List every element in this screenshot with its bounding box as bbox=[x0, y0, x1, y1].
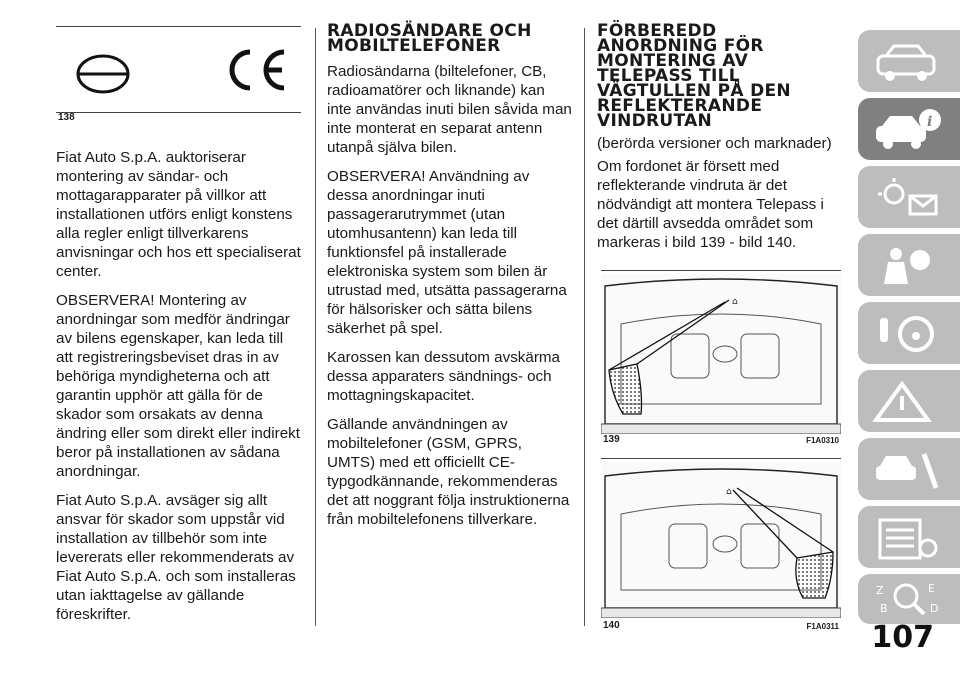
windshield-illustration bbox=[601, 274, 841, 434]
car-maintenance-icon bbox=[872, 448, 942, 492]
svg-text:E: E bbox=[928, 582, 935, 595]
figure-number: 138 bbox=[58, 112, 75, 123]
svg-text:⌂: ⌂ bbox=[732, 297, 738, 307]
figure-bottom-rule bbox=[56, 112, 301, 113]
figure-code: F1A0310 bbox=[806, 436, 839, 445]
e-mark-icon bbox=[68, 44, 138, 104]
paragraph: Om fordonet är försett med reflekterande vindruta är det nödvändigt att montera Telepass i det därtill avsedda området som markeras i bild 139 - bild 140. bbox=[597, 158, 824, 251]
figure-number: 139 bbox=[603, 434, 620, 445]
windshield-illustration bbox=[601, 462, 841, 618]
paragraph: Fiat Auto S.p.A. auktoriserar montering av sändar- och mottagarapparater på villkor att installationen utförs enligt konstens alla regler enligt tillverkarens anvisningar och hos ett specialiserat center. bbox=[56, 149, 301, 280]
svg-text:⌂: ⌂ bbox=[726, 487, 732, 497]
svg-text:Z: Z bbox=[876, 584, 884, 597]
svg-text:i: i bbox=[927, 114, 933, 130]
figure-top-rule bbox=[601, 270, 841, 271]
tab-technical-data[interactable] bbox=[858, 506, 960, 568]
paragraph: Fiat Auto S.p.A. avsäger sig allt ansvar för skador som uppstår vid installation av tillbehör som inte levererats eller rekommenderats av Fiat Auto S.p.A. och som installeras utan iakttagelse av gällande föreskrifter. bbox=[56, 492, 296, 623]
figure-139 bbox=[601, 270, 841, 450]
column-divider bbox=[315, 28, 316, 626]
tab-info[interactable] bbox=[858, 98, 960, 160]
figure-code: F1A0311 bbox=[806, 622, 839, 631]
subtitle: (berörda versioner och marknader) bbox=[597, 135, 832, 152]
car-info-icon bbox=[872, 108, 942, 152]
paragraph: Radiosändarna (biltelefoner, CB, radioamatörer och liknande) kan inte användas inuti bilen såvida man inte monterat en separat antenn utanpå själva bilen. bbox=[327, 63, 572, 156]
technical-data-icon bbox=[872, 516, 942, 560]
paragraph: OBSERVERA! Montering av anordningar som medför ändringar av bilens egenskaper, kan leda till att registreringsbeviset dras in av behöriga myndigheterna och att garantin upphör att gälla för de skador som orsakats av denna ändring eller som direkt eller indirekt beror på installationen av sådana anordningar. bbox=[56, 292, 300, 480]
figure-138 bbox=[56, 0, 301, 123]
paragraph: Karossen kan dessutom avskärma dessa apparaters sändnings- och mottagningskapacitet. bbox=[327, 349, 560, 404]
page-number: 107 bbox=[871, 620, 934, 655]
tab-dashboard[interactable] bbox=[858, 30, 960, 92]
figure-number: 140 bbox=[603, 620, 620, 631]
airbag-safety-icon bbox=[872, 244, 942, 288]
paragraph: Gällande användningen av mobiltelefoner (GSM, GPRS, UMTS) med ett officiellt CE-typgodkännande, rekommenderas det att noggrant följa instruktionerna från mobiltelefonens tillverkare. bbox=[327, 416, 570, 528]
warning-lights-icon bbox=[872, 176, 942, 220]
figure-top-rule bbox=[56, 26, 301, 27]
section-heading: FÖRBEREDD ANORDNING FÖR MONTERING AV TELEPASS TILL VÄGTULLEN PÅ DEN REFLEKTERANDE VINDRUTAN bbox=[597, 21, 791, 131]
ce-mark-icon bbox=[216, 40, 296, 100]
tab-index[interactable] bbox=[858, 574, 960, 624]
figure-140 bbox=[601, 458, 841, 634]
steering-wheel-icon bbox=[872, 312, 942, 356]
paragraph: OBSERVERA! Användning av dessa anordningar inuti passagerarutrymmet (utan utomhusantenn) kan leda till funktionsfel på installerade elektroniska system som bilen är utrustad med, utsätta passagerarna för hälsorisker och sätta bilens säkerhet på spel. bbox=[327, 168, 567, 337]
warning-triangle-icon bbox=[872, 380, 942, 424]
index-icon bbox=[872, 580, 942, 616]
tab-warning-lights[interactable] bbox=[858, 166, 960, 228]
figure-top-rule bbox=[601, 458, 841, 459]
svg-text:B: B bbox=[880, 602, 888, 615]
tab-driving[interactable] bbox=[858, 302, 960, 364]
column-divider bbox=[584, 28, 585, 626]
svg-text:D: D bbox=[930, 602, 939, 615]
tab-maintenance[interactable] bbox=[858, 438, 960, 500]
car-dashboard-icon bbox=[872, 40, 942, 84]
tab-emergency[interactable] bbox=[858, 370, 960, 432]
section-heading: RADIOSÄNDARE OCH MOBILTELEFONER bbox=[327, 21, 532, 56]
tab-safety[interactable] bbox=[858, 234, 960, 296]
